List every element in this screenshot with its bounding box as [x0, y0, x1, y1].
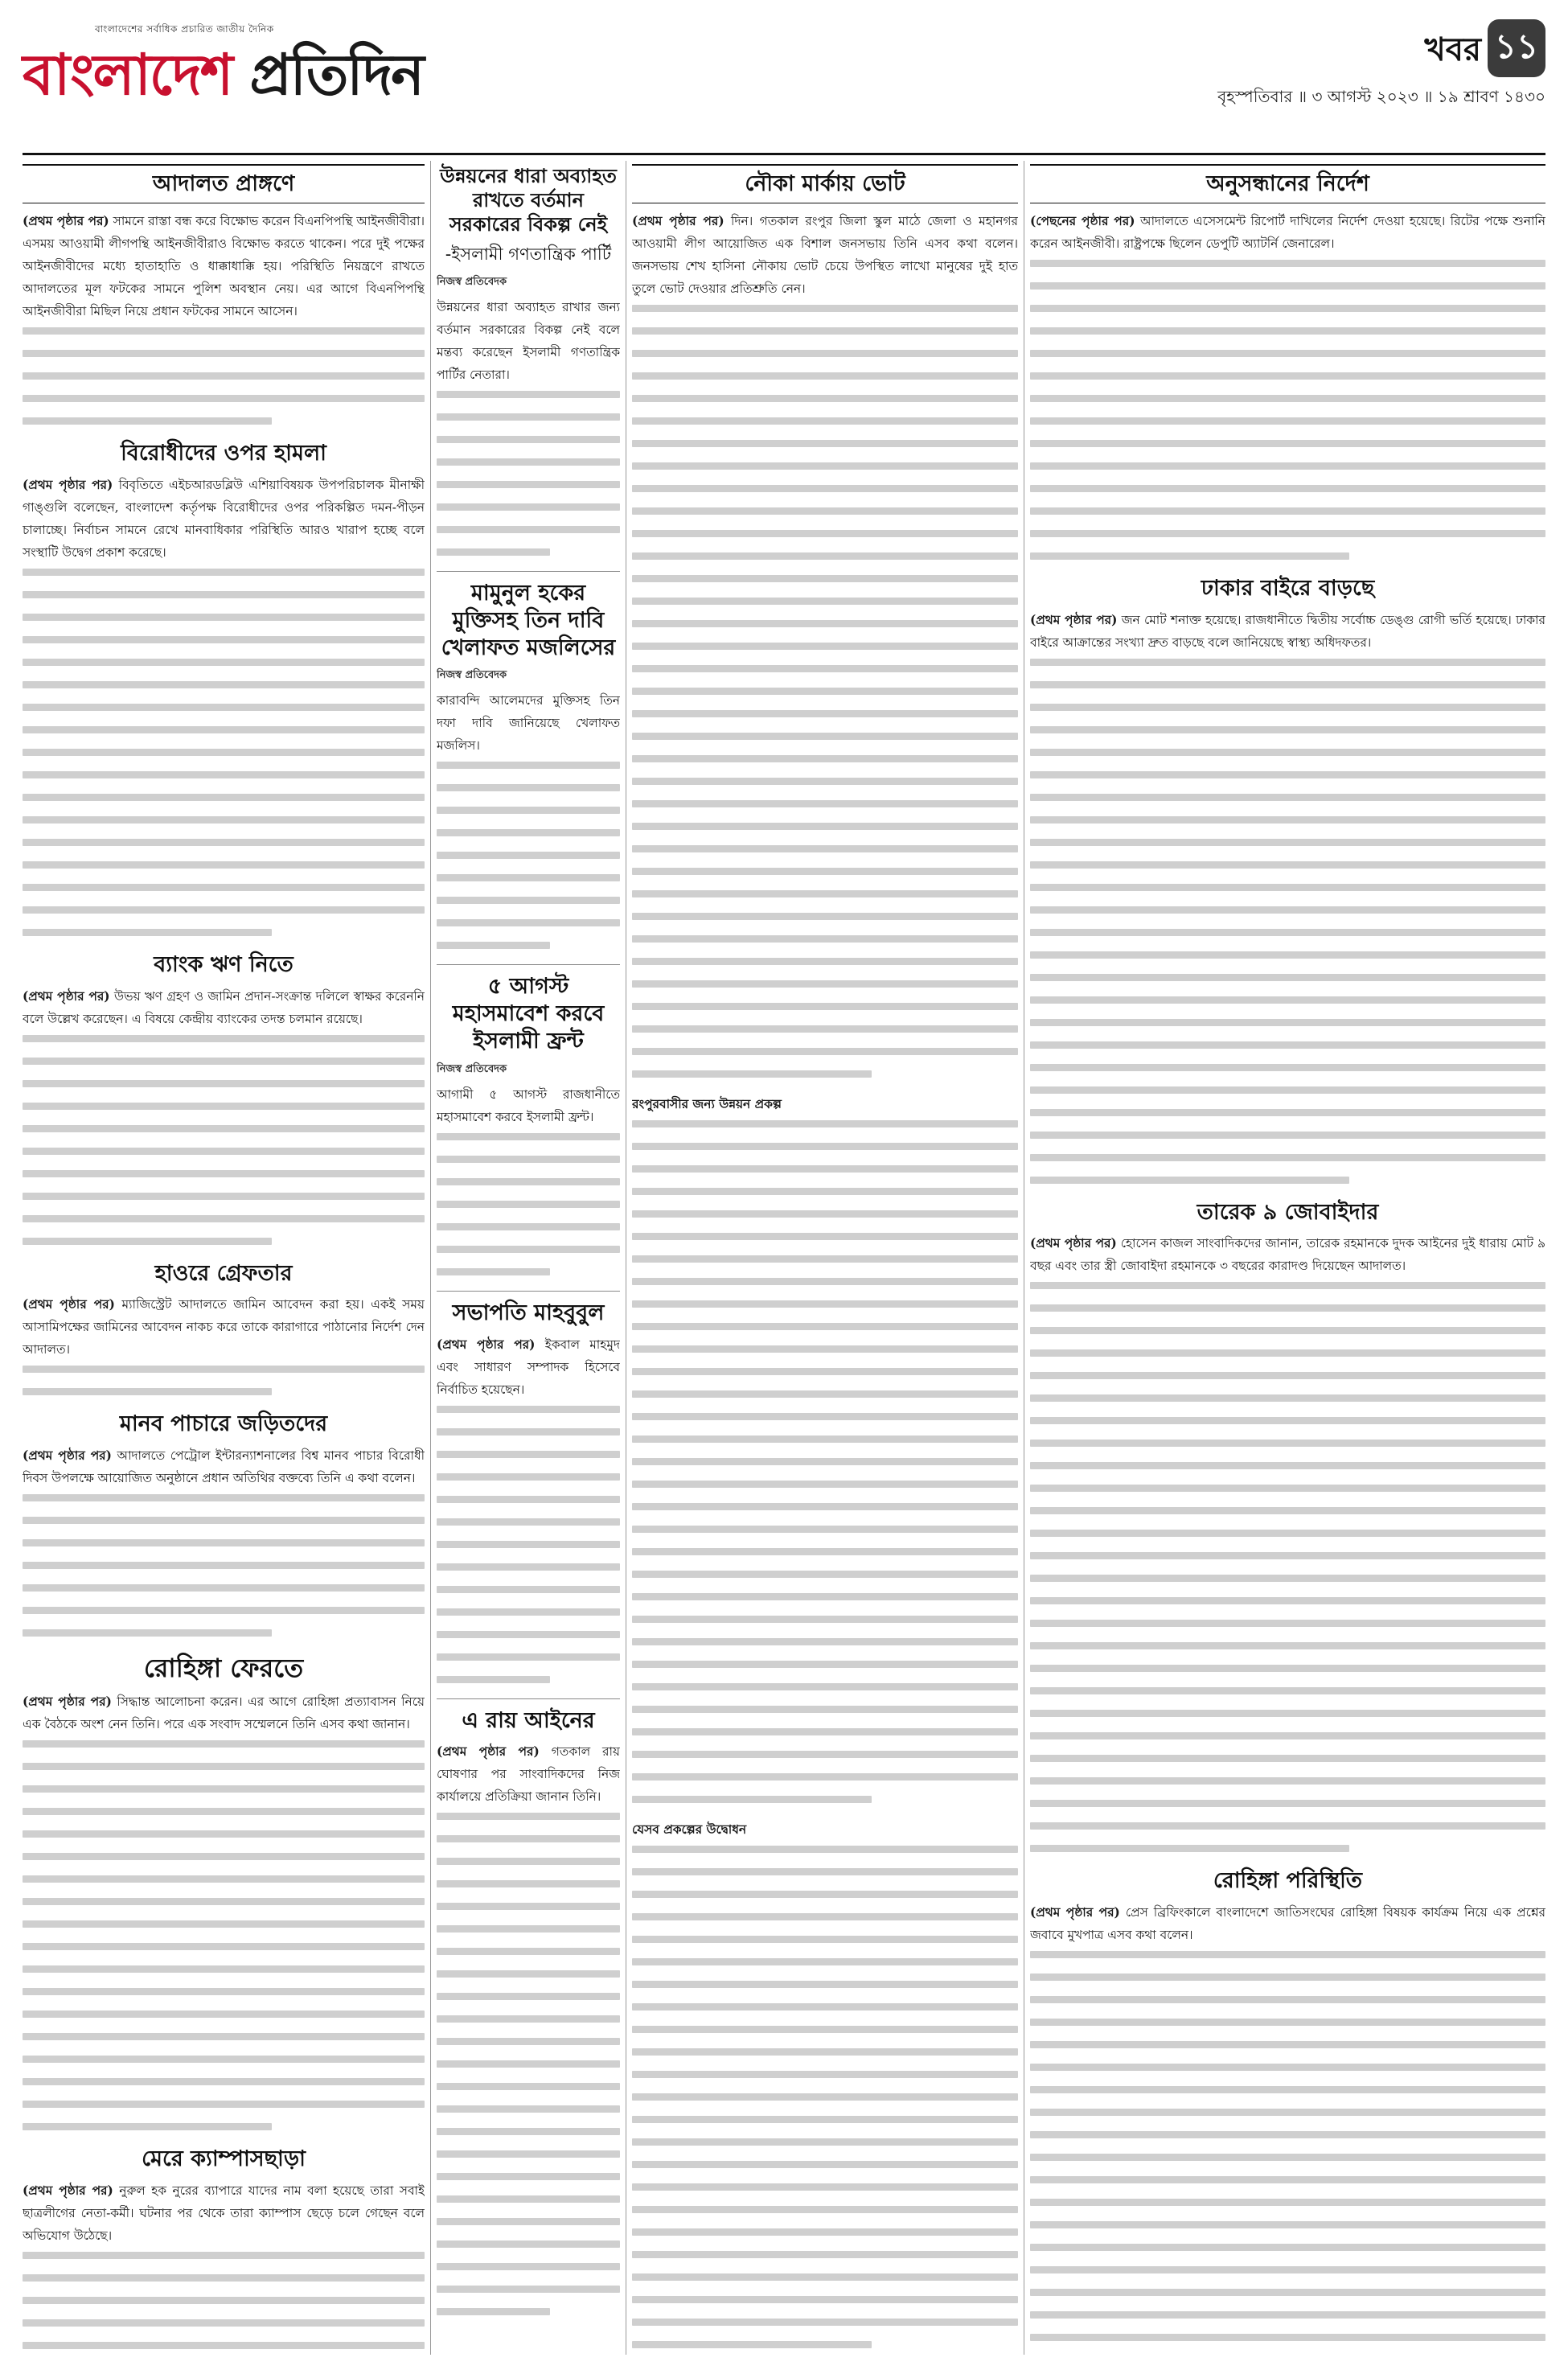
- article-text: হোসেন কাজল সাংবাদিকদের জানান, তারেক রহমানকে দুদক আইনের দুই ধারায় মোট ৯ বছর এবং তার স্ত্রী জোবাইদা রহমানকে ৩ বছরের কারাদণ্ড দিয়েছেন আদালত।: [1030, 1236, 1545, 1274]
- article-body: [23, 2179, 425, 2247]
- article-divider: [437, 571, 620, 572]
- article-body: [23, 210, 425, 322]
- dateline: বৃহস্পতিবার ॥ ৩ আগস্ট ২০২৩ ॥ ১৯ শ্রাবণ ১৪৩০: [1217, 87, 1545, 106]
- text-block: [23, 1366, 425, 1395]
- logo-main: বাংলাদেশ: [23, 42, 250, 108]
- text-block: [632, 1120, 1018, 1803]
- logo-wordmark: [23, 42, 423, 108]
- column-1: [23, 161, 425, 2355]
- article-text: সিদ্ধান্ত আলোচনা করেন। এর আগে রোহিঙ্গা প্রত্যাবাসন নিয়ে এক বৈঠকে অংশ নেন তিনি। পরে এক সংবাদ সম্মেলনে তিনি এসব কথা জানান।: [23, 1694, 425, 1732]
- logo-tagline: বাংলাদেশের সর্বাধিক প্রচারিত জাতীয় দৈনিক: [95, 23, 274, 35]
- article-rohingya-situation: [1030, 1867, 1545, 2355]
- masthead: [23, 14, 1545, 151]
- article-development: [437, 164, 620, 556]
- section-name: খবর: [1424, 31, 1481, 68]
- text-block: [23, 1035, 425, 1245]
- article-subhead: [632, 1093, 1018, 1115]
- article-body: [1030, 210, 1545, 255]
- column-3: [632, 161, 1018, 2355]
- article-rohingya-return: [23, 1652, 425, 2130]
- article-text: জন মোট শনাক্ত হয়েছে। রাজধানীতে দ্বিতীয় সর্বোচ্চ ডেঙ্গু রোগী ভর্তি হয়েছে। ঢাকার বাইরে আক্রান্তের সংখ্যা দ্রুত বাড়ছে বলে জানিয়েছে স্বাস্থ্য অধিদফতর।: [1030, 612, 1545, 650]
- article-boat-vote: [632, 164, 1018, 2348]
- article-body: [23, 1293, 425, 1361]
- continuation-label: (প্রথম পৃষ্ঠার পর): [23, 477, 113, 492]
- article-headline[interactable]: সভাপতি মাহবুবুল: [452, 1300, 605, 1325]
- continuation-label: (প্রথম পৃষ্ঠার পর): [23, 2183, 113, 2199]
- text-block: [23, 569, 425, 936]
- article-headline[interactable]: হাওরে গ্রেফতার: [154, 1260, 293, 1286]
- article-headline[interactable]: অনুসন্ধানের নির্দেশ: [1030, 164, 1545, 203]
- article-khelafat: [437, 580, 620, 949]
- article-text: প্রেস ব্রিফিংকালে বাংলাদেশে জাতিসংঘের রোহিঙ্গা বিষয়ক কার্যক্রম নিয়ে এক প্রশ্নের জবাবে মুখপাত্র এসব কথা বলেন।: [1030, 1905, 1545, 1943]
- article-headline[interactable]: রোহিঙ্গা পরিস্থিতি: [1213, 1868, 1363, 1894]
- article-headline[interactable]: মামুনুল হকের মুক্তিসহ তিন দাবি খেলাফত মজলিসের: [441, 581, 616, 660]
- continuation-label: (প্রথম পৃষ্ঠার পর): [23, 1297, 115, 1312]
- column-4: [1030, 161, 1545, 2355]
- text-block: [23, 1494, 425, 1637]
- article-body: [1030, 609, 1545, 654]
- article-divider: [437, 964, 620, 965]
- text-block: [632, 305, 1018, 1078]
- article-body: [23, 474, 425, 564]
- article-byline: নিজস্ব প্রতিবেদক: [437, 669, 507, 682]
- text-block: [437, 1813, 620, 2315]
- article-headline[interactable]: মানব পাচারে জড়িতদের: [119, 1411, 328, 1437]
- article-body: [1030, 1901, 1545, 1946]
- column-divider: [430, 161, 431, 2355]
- article-body: [437, 689, 620, 757]
- text-block: [632, 1846, 1018, 2348]
- article-islami-front: [437, 973, 620, 1275]
- article-text: দিন। গতকাল রংপুর জিলা স্কুল মাঠে জেলা ও মহানগর আওয়ামী লীগ আয়োজিত এক বিশাল জনসভায় তিনি এসব কথা বলেন। জনসভায় শেখ হাসিনা নৌকায় ভোট চেয়ে উপস্থিত লাখো মানুষের দুই হাত তুলে ভোট দেওয়ার প্রতিশ্রুতি নেন।: [632, 213, 1018, 296]
- newspaper-logo[interactable]: [23, 23, 423, 143]
- article-headline[interactable]: এ রায় আইনের: [462, 1707, 595, 1733]
- article-investigation-order: [1030, 164, 1545, 560]
- article-body: [23, 1444, 425, 1489]
- article-headline[interactable]: বিরোধীদের ওপর হামলা: [121, 440, 326, 466]
- text-block: [1030, 1951, 1545, 2355]
- page-number-badge: ১১: [1488, 19, 1545, 77]
- article-byline: নিজস্ব প্রতিবেদক: [437, 276, 507, 288]
- article-subhead: [632, 1818, 1018, 1841]
- article-body: [437, 1333, 620, 1401]
- text-block: [437, 1133, 620, 1275]
- article-headline[interactable]: ৫ আগস্ট মহাসমাবেশ করবে ইসলামী ফ্রন্ট: [452, 974, 605, 1054]
- article-text: ইকবাল মাহমুদ এবং সাধারণ সম্পাদক হিসেবে নির্বাচিত হয়েছেন।: [437, 1337, 620, 1397]
- continuation-label: (প্রথম পৃষ্ঠার পর): [437, 1744, 540, 1760]
- article-campus-expelled: [23, 2146, 425, 2355]
- text-block: [23, 2252, 425, 2355]
- continuation-label: (প্রথম পৃষ্ঠার পর): [23, 1694, 112, 1710]
- article-tarek-zubaida: [1030, 1199, 1545, 1853]
- article-headline[interactable]: তারেক ৯ জোবাইদার: [1197, 1199, 1379, 1225]
- article-text: ম্যাজিস্ট্রেট আদালতে জামিন আবেদন করা হয়। একই সময় আসামিপক্ষের জামিনের আবেদন নাকচ করে তাকে কারাগারে পাঠানোর নির্দেশ দেন আদালত।: [23, 1297, 425, 1357]
- article-text: বিবৃতিতে এইচআরডব্লিউ এশিয়াবিষয়ক উপপরিচালক মীনাক্ষী গাঙ্গুলি বলেছেন, বাংলাদেশ কর্তৃপক্ষ বিরোধীদের ওপর পরিকল্পিত দমন-পীড়ন চালাচ্ছে। নির্বাচন সামনে রেখে মানবাধিকার পরিস্থিতি আরও খারাপ হচ্ছে বলে সংস্থাটি উদ্বেগ প্রকাশ করেছে।: [23, 477, 425, 560]
- article-president-mahbubul: [437, 1300, 620, 1683]
- continuation-label: (প্রথম পৃষ্ঠার পর): [437, 1337, 536, 1352]
- article-headline[interactable]: রোহিঙ্গা ফেরতে: [143, 1653, 304, 1684]
- continuation-label: (প্রথম পৃষ্ঠার পর): [1030, 1905, 1120, 1920]
- article-body: [632, 210, 1018, 300]
- text-block: [1030, 260, 1545, 560]
- article-body: [437, 1083, 620, 1128]
- article-body: [23, 1690, 425, 1735]
- text-block: [23, 327, 425, 425]
- continuation-label: (পেছনের পৃষ্ঠার পর): [1030, 213, 1135, 228]
- article-byline: নিজস্ব প্রতিবেদক: [437, 1062, 507, 1075]
- article-court-premises: [23, 164, 425, 425]
- continuation-label: (প্রথম পৃষ্ঠার পর): [1030, 1236, 1117, 1251]
- article-headline[interactable]: নৌকা মার্কায় ভোট: [632, 164, 1018, 203]
- text-block: [23, 1740, 425, 2130]
- continuation-label: (প্রথম পৃষ্ঠার পর): [23, 988, 110, 1004]
- article-headline[interactable]: ঢাকার বাইরে বাড়ছে: [1201, 575, 1375, 601]
- article-bank-loan: [23, 951, 425, 1245]
- continuation-label: (প্রথম পৃষ্ঠার পর): [1030, 612, 1118, 627]
- masthead-rule: [23, 153, 1545, 155]
- text-block: [437, 1406, 620, 1683]
- article-human-trafficking: [23, 1411, 425, 1637]
- text-block: [437, 762, 620, 949]
- article-haor-arrest: [23, 1260, 425, 1396]
- text-block: [437, 391, 620, 556]
- article-text: আগামী ৫ আগস্ট রাজধানীতে মহাসমাবেশ করবে ইসলামী ফ্রন্ট।: [437, 1086, 620, 1124]
- article-text: গতকাল রায় ঘোষণার পর সাংবাদিকদের নিজ কার্যালয়ে প্রতিক্রিয়া জানান তিনি।: [437, 1744, 620, 1805]
- article-subheadline: -ইসলামী গণতান্ত্রিক পার্টি: [445, 244, 612, 264]
- text-block: [1030, 659, 1545, 1184]
- article-headline[interactable]: ব্যাংক ঋণ নিতে: [154, 951, 293, 977]
- article-body: [437, 296, 620, 386]
- continuation-label: (প্রথম পৃষ্ঠার পর): [23, 1448, 112, 1464]
- article-headline[interactable]: মেরে ক্যাম্পাসছাড়া: [142, 2146, 306, 2172]
- column-2: [437, 161, 620, 2355]
- article-text: কারাবন্দি আলেমদের মুক্তিসহ তিন দফা দাবি জানিয়েছে খেলাফত মজলিস।: [437, 693, 620, 754]
- subhead-text: যেসব প্রকল্পের উদ্বোধন: [632, 1822, 747, 1837]
- article-headline[interactable]: আদালত প্রাঙ্গণে: [23, 164, 425, 203]
- logo-accent: প্রতিদিন: [249, 42, 423, 108]
- section-header: [1369, 19, 1545, 76]
- subhead-text: রংপুরবাসীর জন্য উন্নয়ন প্রকল্প: [632, 1096, 782, 1111]
- article-text: উভয় ঋণ গ্রহণ ও জামিন প্রদান-সংক্রান্ত দলিলে স্বাক্ষর করেননি বলে উল্লেখ করেছেন। এ বিষয়ে কেন্দ্রীয় ব্যাংকের তদন্ত চলমান রয়েছে।: [23, 988, 425, 1026]
- article-text: আদালতে এসেসমেন্ট রিপোর্ট দাখিলের নির্দেশ দেওয়া হয়েছে। রিটের পক্ষে শুনানি করেন আইনজীবী। রাষ্ট্রপক্ষে ছিলেন ডেপুটি অ্যাটর্নি জেনারেল।: [1030, 213, 1545, 251]
- article-text: সামনে রাস্তা বন্ধ করে বিক্ষোভ করেন বিএনপিপন্থি আইনজীবীরা। এসময় আওয়ামী লীগপন্থি আইনজীবীরাও বিক্ষোভ করতে থাকেন। পরে দুই পক্ষের আইনজীবীদের মধ্যে হাতাহাতি ও ধাক্কাধাক্কি হয়। পরিস্থিতি নিয়ন্ত্রণে রাখতে আদালতের মূল ফটকের সামনে পুলিশ অবস্থান নেয়। এর আগে বিএনপিপন্থি আইনজীবীরা মিছিল নিয়ে প্রধান ফটকের সামনে আসেন।: [23, 213, 425, 318]
- article-divider: [437, 1698, 620, 1699]
- article-dengue-outside-dhaka: [1030, 575, 1545, 1184]
- continuation-label: (প্রথম পৃষ্ঠার পর): [632, 213, 724, 228]
- article-body: [1030, 1232, 1545, 1277]
- article-body: [437, 1740, 620, 1808]
- article-divider: [437, 1291, 620, 1292]
- article-headline[interactable]: উন্নয়নের ধারা অব্যাহত রাখতে বর্তমান সরকারের বিকল্প নেই: [440, 165, 617, 236]
- article-body: [23, 985, 425, 1030]
- article-text: উন্নয়নের ধারা অব্যাহত রাখার জন্য বর্তমান সরকারের বিকল্প নেই বলে মন্তব্য করেছেন ইসলামী গণতান্ত্রিক পার্টির নেতারা।: [437, 300, 620, 383]
- continuation-label: (প্রথম পৃষ্ঠার পর): [23, 213, 109, 228]
- article-text: নুরুল হক নুরের ব্যাপারে যাদের নাম বলা হয়েছে তারা সবাই ছাত্রলীগের নেতা-কর্মী। ঘটনার পর থেকে তারা ক্যাম্পাস ছেড়ে চলে গেছেন বলে অভিযোগ উঠেছে।: [23, 2183, 425, 2244]
- article-text: আদালতে পেট্রোল ইন্টারন্যাশনালের বিশ্ব মানব পাচার বিরোধী দিবস উপলক্ষে আয়োজিত অনুষ্ঠানে প্রধান অতিথির বক্তব্যে তিনি এ কথা বলেন।: [23, 1448, 425, 1486]
- article-attack-opposition: [23, 440, 425, 936]
- text-block: [1030, 1282, 1545, 1852]
- article-verdict-law: [437, 1707, 620, 2316]
